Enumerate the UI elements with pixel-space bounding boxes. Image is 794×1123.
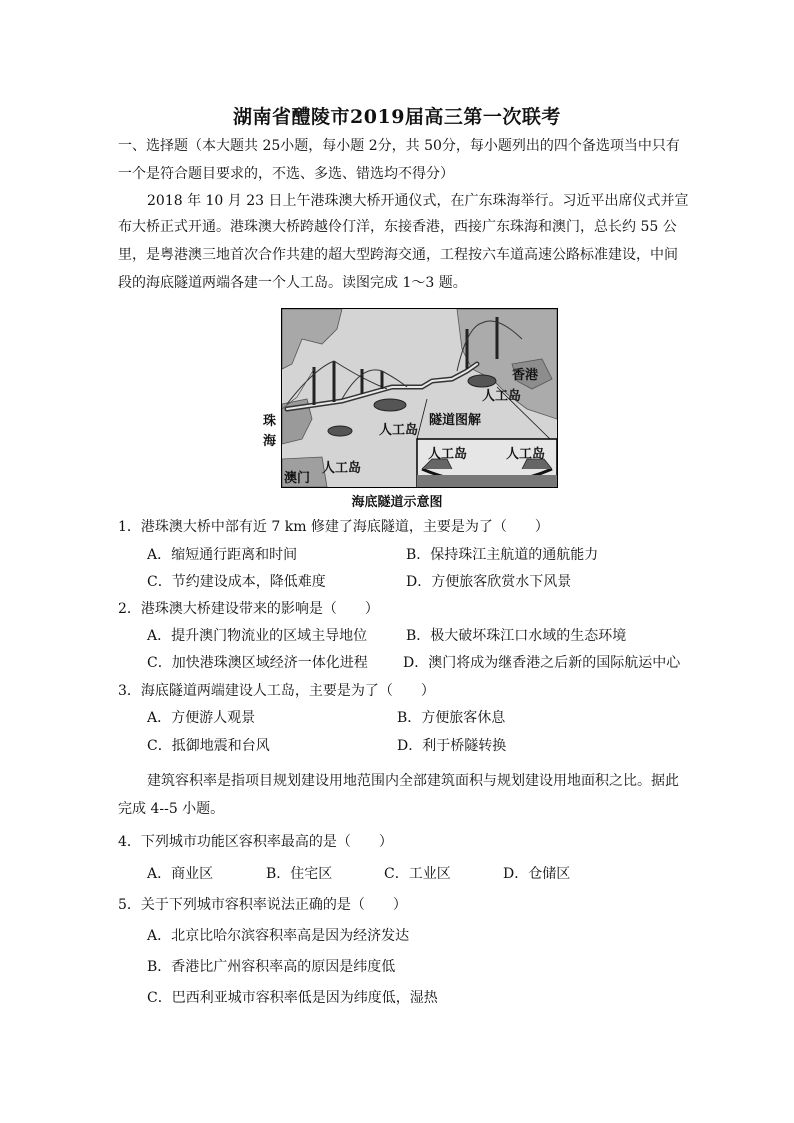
passage1-line4: 段的海底隧道两端各建一个人工岛。读图完成 1～3 题。 xyxy=(118,275,467,291)
label-macau: 澳门 xyxy=(284,471,311,486)
question-5-option-a: A．北京比哈尔滨容积率高是因为经济发达 xyxy=(147,928,410,944)
question-1-option-d: D．方便旅客欣赏水下风景 xyxy=(406,574,572,590)
question-2-option-c: C．加快港珠澳区域经济一体化进程 xyxy=(147,655,368,671)
question-5-stem: 5．关于下列城市容积率说法正确的是（ ） xyxy=(118,897,407,913)
question-3-option-d: D．利于桥隧转换 xyxy=(397,738,507,754)
question-2-option-b: B．极大破坏珠江口水域的生态环境 xyxy=(406,628,627,644)
label-zhuhai-char1: 珠 xyxy=(263,414,277,429)
label-inset-island-right: 人工岛 xyxy=(506,447,546,462)
label-inset-island-left: 人工岛 xyxy=(428,447,468,462)
question-3-option-a: A．方便游人观景 xyxy=(147,710,256,726)
section-instructions-line1: 一、选择题（本大题共 25小题，每小题 2分，共 50分，每小题列出的四个备选项当中只有 xyxy=(118,138,680,154)
question-5-option-c: C．巴西利亚城市容积率低是因为纬度低，湿热 xyxy=(147,990,438,1006)
page-title: 湖南省醴陵市2019届高三第一次联考 xyxy=(233,106,561,128)
label-zhuhai-char2: 海 xyxy=(263,434,277,449)
label-artificial-island-west: 人工岛 xyxy=(322,461,362,476)
question-5-option-b: B．香港比广州容积率高的原因是纬度低 xyxy=(147,959,396,975)
question-2-stem: 2．港珠澳大桥建设带来的影响是（ ） xyxy=(118,601,379,617)
label-tunnel-diagram: 隧道图解 xyxy=(429,413,482,428)
question-4-option-a: A．商业区 xyxy=(147,866,214,882)
question-2-option-a: A．提升澳门物流业的区域主导地位 xyxy=(147,628,368,644)
question-4-option-d: D．仓储区 xyxy=(503,866,571,882)
question-1-option-a: A．缩短通行距离和时间 xyxy=(147,547,298,563)
question-1-option-c: C．节约建设成本，降低难度 xyxy=(147,574,326,590)
tunnel-map-figure xyxy=(281,308,558,488)
passage1-line1: 2018 年 10 月 23 日上午港珠澳大桥开通仪式，在广东珠海举行。习近平出席仪式并宣 xyxy=(147,193,689,209)
question-3-stem: 3．海底隧道两端建设人工岛，主要是为了（ ） xyxy=(118,683,435,699)
section-instructions-line2: 一个是符合题目要求的，不选、多选、错选均不得分） xyxy=(118,166,454,182)
figure-caption: 海底隧道示意图 xyxy=(351,495,443,510)
question-4-option-c: C．工业区 xyxy=(384,866,451,882)
question-3-option-c: C．抵御地震和台风 xyxy=(147,738,270,754)
question-2-option-d: D．澳门将成为继香港之后新的国际航运中心 xyxy=(403,655,681,671)
label-hongkong: 香港 xyxy=(512,368,539,383)
question-3-option-b: B．方便旅客休息 xyxy=(397,710,506,726)
question-4-option-b: B．住宅区 xyxy=(266,866,333,882)
question-4-stem: 4．下列城市功能区容积率最高的是（ ） xyxy=(118,834,393,850)
passage2-line2: 完成 4--5 小题。 xyxy=(118,801,225,817)
passage2-line1: 建筑容积率是指项目规划建设用地范围内全部建筑面积与规划建设用地面积之比。据此 xyxy=(147,773,679,789)
question-1-option-b: B．保持珠江主航道的通航能力 xyxy=(406,547,599,563)
label-artificial-island-east: 人工岛 xyxy=(482,389,522,404)
label-artificial-island-middle: 人工岛 xyxy=(379,423,419,438)
passage1-line2: 布大桥正式开通。港珠澳大桥跨越伶仃洋，东接香港，西接广东珠海和澳门，总长约 55 公 xyxy=(118,219,677,235)
passage1-line3: 里，是粤港澳三地首次合作共建的超大型跨海交通，工程按六车道高速公路标准建设，中间 xyxy=(118,247,678,263)
question-1-stem: 1．港珠澳大桥中部有近 7 km 修建了海底隧道，主要是为了（ ） xyxy=(118,519,549,535)
